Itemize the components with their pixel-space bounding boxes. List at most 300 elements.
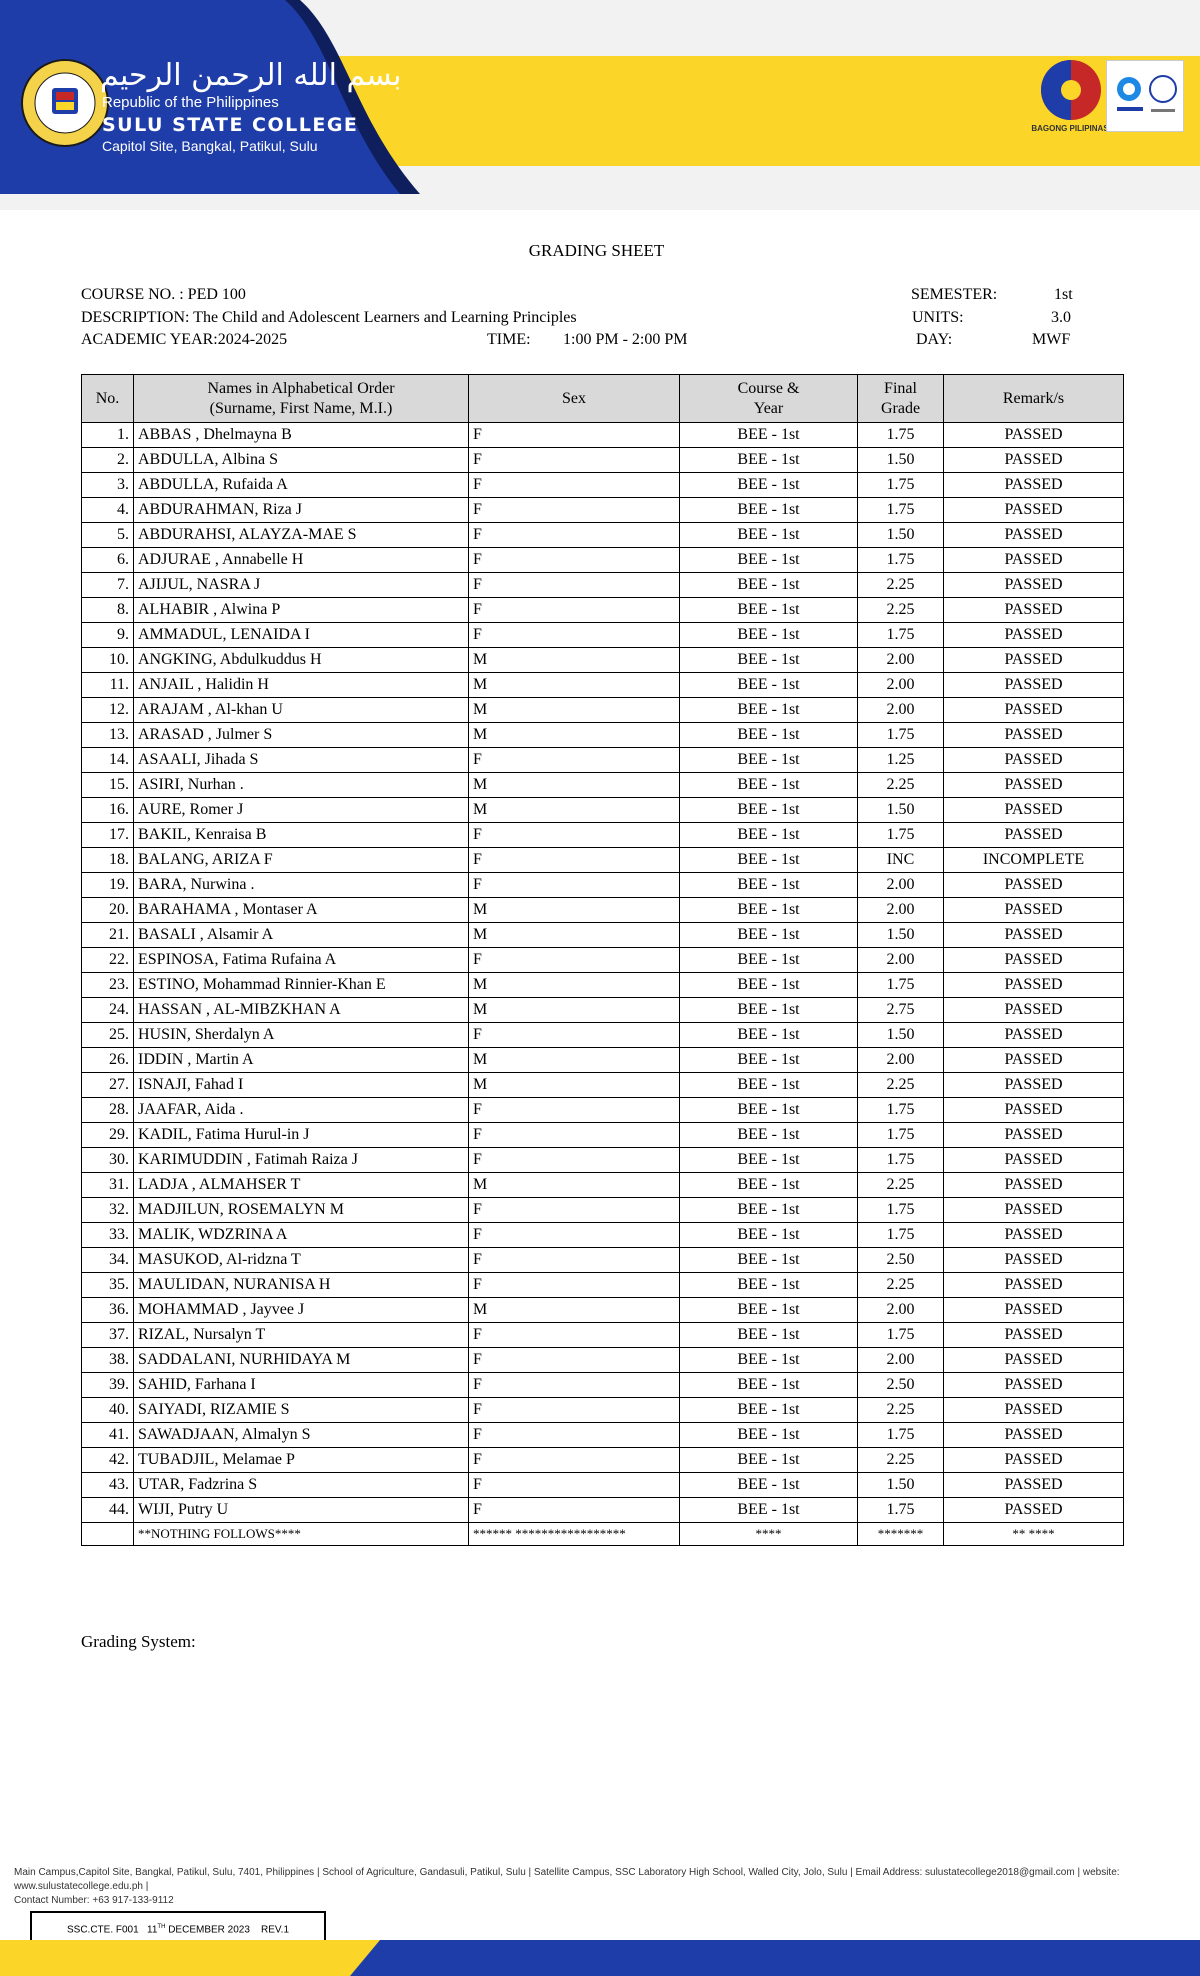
col-header-sex: Sex	[469, 375, 680, 423]
student-final-grade: 2.25	[858, 1073, 944, 1098]
letterhead-banner	[0, 0, 1200, 210]
student-remark: PASSED	[944, 948, 1124, 973]
day-label: DAY:	[916, 331, 953, 348]
student-final-grade: 1.75	[858, 723, 944, 748]
student-remark: PASSED	[944, 1023, 1124, 1048]
student-course: BEE - 1st	[680, 923, 858, 948]
row-number: 29.	[82, 1123, 134, 1148]
student-course: BEE - 1st	[680, 1048, 858, 1073]
row-number: 31.	[82, 1173, 134, 1198]
student-course: BEE - 1st	[680, 1423, 858, 1448]
student-final-grade: 1.50	[858, 1473, 944, 1498]
student-sex: M	[469, 898, 680, 923]
footer-address-line-1: Main Campus,Capitol Site, Bangkal, Patikul, Sulu, 7401, Philippines | School of Agriculture, Gandasuli, Patikul, Sulu | Satellite Campus, SSC Laboratory High School, Walled City, Jolo, Sulu | Email Address: sulustatecollege2018@gmail.com | website: www.sulustatecollege.edu.ph |	[14, 1867, 1120, 1892]
student-course: BEE - 1st	[680, 773, 858, 798]
col-header-remarks: Remark/s	[944, 375, 1124, 423]
student-course: BEE - 1st	[680, 1323, 858, 1348]
student-name: BASALI , Alsamir A	[134, 923, 469, 948]
row-number: 38.	[82, 1348, 134, 1373]
student-name: MAULIDAN, NURANISA H	[134, 1273, 469, 1298]
row-number: 6.	[82, 548, 134, 573]
row-number: 11.	[82, 673, 134, 698]
student-final-grade: 2.50	[858, 1373, 944, 1398]
student-final-grade: 2.00	[858, 673, 944, 698]
student-course: BEE - 1st	[680, 623, 858, 648]
student-name: ANJAIL , Halidin H	[134, 673, 469, 698]
row-number: 40.	[82, 1398, 134, 1423]
student-course: BEE - 1st	[680, 1023, 858, 1048]
student-sex: M	[469, 798, 680, 823]
college-name: SULU STATE COLLEGE	[102, 114, 359, 136]
nothing-follows-no	[82, 1523, 134, 1546]
student-remark: PASSED	[944, 1198, 1124, 1223]
grading-system-label: Grading System:	[81, 1632, 196, 1651]
col-header-course: Course & Year	[680, 375, 858, 423]
student-final-grade: 1.75	[858, 1098, 944, 1123]
student-sex: F	[469, 1423, 680, 1448]
table-row	[82, 1423, 1124, 1448]
student-name: ASIRI, Nurhan .	[134, 773, 469, 798]
row-number: 43.	[82, 1473, 134, 1498]
student-course: BEE - 1st	[680, 973, 858, 998]
student-course: BEE - 1st	[680, 573, 858, 598]
units-label: UNITS:	[912, 309, 964, 326]
footer-color-bar	[0, 1940, 1200, 1976]
student-course: BEE - 1st	[680, 523, 858, 548]
doc-rev: REV.1	[261, 1924, 290, 1936]
row-number: 34.	[82, 1248, 134, 1273]
student-final-grade: 2.50	[858, 1248, 944, 1273]
table-row	[82, 948, 1124, 973]
student-name: IDDIN , Martin A	[134, 1048, 469, 1073]
table-row	[82, 1198, 1124, 1223]
table-row	[82, 1023, 1124, 1048]
table-row	[82, 423, 1124, 448]
student-sex: F	[469, 548, 680, 573]
student-name: ABDURAHSI, ALAYZA-MAE S	[134, 523, 469, 548]
student-name: LADJA , ALMAHSER T	[134, 1173, 469, 1198]
student-course: BEE - 1st	[680, 1198, 858, 1223]
student-course: BEE - 1st	[680, 798, 858, 823]
student-sex: F	[469, 623, 680, 648]
student-sex: M	[469, 973, 680, 998]
student-final-grade: 2.25	[858, 1398, 944, 1423]
student-sex: F	[469, 748, 680, 773]
student-sex: M	[469, 648, 680, 673]
student-final-grade: 2.00	[858, 873, 944, 898]
student-remark: PASSED	[944, 1098, 1124, 1123]
table-row	[82, 848, 1124, 873]
student-name: HUSIN, Sherdalyn A	[134, 1023, 469, 1048]
student-sex: F	[469, 1323, 680, 1348]
student-sex: F	[469, 873, 680, 898]
student-course: BEE - 1st	[680, 998, 858, 1023]
student-final-grade: 2.25	[858, 598, 944, 623]
table-row	[82, 548, 1124, 573]
student-remark: PASSED	[944, 723, 1124, 748]
col-header-no: No.	[82, 375, 134, 423]
row-number: 5.	[82, 523, 134, 548]
row-number: 25.	[82, 1023, 134, 1048]
student-sex: M	[469, 1298, 680, 1323]
student-final-grade: 2.25	[858, 773, 944, 798]
student-remark: PASSED	[944, 573, 1124, 598]
table-row	[82, 723, 1124, 748]
student-final-grade: 2.00	[858, 1298, 944, 1323]
row-number: 16.	[82, 798, 134, 823]
table-row	[82, 648, 1124, 673]
table-row	[82, 973, 1124, 998]
units-value: 3.0	[1051, 309, 1071, 326]
day-value: MWF	[1032, 331, 1071, 348]
student-course: BEE - 1st	[680, 748, 858, 773]
student-remark: PASSED	[944, 1048, 1124, 1073]
student-course: BEE - 1st	[680, 673, 858, 698]
student-name: WIJI, Putry U	[134, 1498, 469, 1523]
student-name: AMMADUL, LENAIDA I	[134, 623, 469, 648]
student-course: BEE - 1st	[680, 1498, 858, 1523]
student-name: TUBADJIL, Melamae P	[134, 1448, 469, 1473]
student-final-grade: 2.00	[858, 898, 944, 923]
student-final-grade: INC	[858, 848, 944, 873]
student-remark: INCOMPLETE	[944, 848, 1124, 873]
row-number: 15.	[82, 773, 134, 798]
table-row	[82, 1298, 1124, 1323]
student-final-grade: 2.00	[858, 698, 944, 723]
nothing-follows-grade: *******	[858, 1523, 944, 1546]
student-remark: PASSED	[944, 498, 1124, 523]
student-remark: PASSED	[944, 1273, 1124, 1298]
student-name: SAIYADI, RIZAMIE S	[134, 1398, 469, 1423]
student-sex: F	[469, 423, 680, 448]
table-row	[82, 1473, 1124, 1498]
student-sex: F	[469, 498, 680, 523]
student-name: SADDALANI, NURHIDAYA M	[134, 1348, 469, 1373]
student-sex: F	[469, 1223, 680, 1248]
table-row	[82, 798, 1124, 823]
semester-label: SEMESTER:	[911, 286, 998, 303]
student-name: BARAHAMA , Montaser A	[134, 898, 469, 923]
time-label: TIME:	[487, 331, 531, 348]
student-name: ALHABIR , Alwina P	[134, 598, 469, 623]
student-course: BEE - 1st	[680, 898, 858, 923]
student-final-grade: 2.25	[858, 573, 944, 598]
table-row	[82, 673, 1124, 698]
student-course: BEE - 1st	[680, 1173, 858, 1198]
student-remark: PASSED	[944, 748, 1124, 773]
student-course: BEE - 1st	[680, 548, 858, 573]
nothing-follows-course: ****	[680, 1523, 858, 1546]
student-sex: F	[469, 573, 680, 598]
student-remark: PASSED	[944, 1298, 1124, 1323]
student-course: BEE - 1st	[680, 1298, 858, 1323]
grading-table-body	[82, 423, 1124, 1523]
student-final-grade: 2.25	[858, 1448, 944, 1473]
student-remark: PASSED	[944, 1248, 1124, 1273]
student-name: ABBAS , Dhelmayna B	[134, 423, 469, 448]
row-number: 2.	[82, 448, 134, 473]
student-final-grade: 2.75	[858, 998, 944, 1023]
student-name: MASUKOD, Al-ridzna T	[134, 1248, 469, 1273]
row-number: 18.	[82, 848, 134, 873]
student-remark: PASSED	[944, 648, 1124, 673]
student-remark: PASSED	[944, 623, 1124, 648]
table-row	[82, 1348, 1124, 1373]
student-course: BEE - 1st	[680, 473, 858, 498]
student-final-grade: 1.75	[858, 548, 944, 573]
student-final-grade: 1.25	[858, 748, 944, 773]
student-final-grade: 1.75	[858, 1223, 944, 1248]
student-remark: PASSED	[944, 548, 1124, 573]
table-row	[82, 523, 1124, 548]
table-row	[82, 623, 1124, 648]
table-row	[82, 698, 1124, 723]
table-row	[82, 998, 1124, 1023]
student-remark: PASSED	[944, 1223, 1124, 1248]
student-name: SAWADJAAN, Almalyn S	[134, 1423, 469, 1448]
student-sex: F	[469, 1198, 680, 1223]
row-number: 36.	[82, 1298, 134, 1323]
table-row	[82, 473, 1124, 498]
student-sex: F	[469, 448, 680, 473]
student-course: BEE - 1st	[680, 1273, 858, 1298]
arabic-basmala: بسم الله الرحمن الرحيم	[100, 58, 402, 93]
student-remark: PASSED	[944, 1173, 1124, 1198]
row-number: 24.	[82, 998, 134, 1023]
row-number: 20.	[82, 898, 134, 923]
student-sex: M	[469, 923, 680, 948]
student-name: RIZAL, Nursalyn T	[134, 1323, 469, 1348]
nothing-follows-remark: ** ****	[944, 1523, 1124, 1546]
student-sex: M	[469, 723, 680, 748]
student-sex: F	[469, 1098, 680, 1123]
student-sex: M	[469, 1048, 680, 1073]
student-remark: PASSED	[944, 873, 1124, 898]
student-final-grade: 1.75	[858, 823, 944, 848]
student-remark: PASSED	[944, 423, 1124, 448]
row-number: 28.	[82, 1098, 134, 1123]
nothing-follows-row	[82, 1523, 1124, 1546]
student-remark: PASSED	[944, 1323, 1124, 1348]
table-row	[82, 573, 1124, 598]
student-remark: PASSED	[944, 698, 1124, 723]
college-seal-logo	[20, 58, 110, 148]
student-remark: PASSED	[944, 973, 1124, 998]
table-header-row	[82, 375, 1124, 423]
student-final-grade: 1.50	[858, 1023, 944, 1048]
table-row	[82, 1373, 1124, 1398]
student-course: BEE - 1st	[680, 598, 858, 623]
student-remark: PASSED	[944, 1423, 1124, 1448]
student-sex: F	[469, 1473, 680, 1498]
student-sex: M	[469, 698, 680, 723]
footer-address	[14, 1866, 1184, 1908]
student-remark: PASSED	[944, 1398, 1124, 1423]
student-name: MALIK, WDZRINA A	[134, 1223, 469, 1248]
table-row	[82, 773, 1124, 798]
socotec-certification-logo	[1106, 60, 1184, 132]
student-course: BEE - 1st	[680, 498, 858, 523]
student-sex: F	[469, 1348, 680, 1373]
student-name: HASSAN , AL-MIBZKHAN A	[134, 998, 469, 1023]
row-number: 42.	[82, 1448, 134, 1473]
student-remark: PASSED	[944, 923, 1124, 948]
student-final-grade: 1.50	[858, 923, 944, 948]
table-row	[82, 1098, 1124, 1123]
student-remark: PASSED	[944, 1348, 1124, 1373]
student-final-grade: 2.25	[858, 1273, 944, 1298]
student-course: BEE - 1st	[680, 1248, 858, 1273]
academic-year: ACADEMIC YEAR:2024-2025	[81, 331, 288, 348]
col-header-name: Names in Alphabetical Order (Surname, First Name, M.I.)	[134, 375, 469, 423]
student-course: BEE - 1st	[680, 1348, 858, 1373]
student-course: BEE - 1st	[680, 723, 858, 748]
student-name: MADJILUN, ROSEMALYN M	[134, 1198, 469, 1223]
student-name: UTAR, Fadzrina S	[134, 1473, 469, 1498]
col-header-grade: Final Grade	[858, 375, 944, 423]
student-name: ARAJAM , Al-khan U	[134, 698, 469, 723]
student-name: KARIMUDDIN , Fatimah Raiza J	[134, 1148, 469, 1173]
student-sex: F	[469, 1398, 680, 1423]
student-name: ARASAD , Julmer S	[134, 723, 469, 748]
student-course: BEE - 1st	[680, 1448, 858, 1473]
student-sex: F	[469, 948, 680, 973]
student-name: BALANG, ARIZA F	[134, 848, 469, 873]
table-row	[82, 1498, 1124, 1523]
student-name: ANGKING, Abdulkuddus H	[134, 648, 469, 673]
student-remark: PASSED	[944, 1373, 1124, 1398]
student-final-grade: 2.00	[858, 1348, 944, 1373]
table-row	[82, 1273, 1124, 1298]
student-remark: PASSED	[944, 1498, 1124, 1523]
student-final-grade: 2.00	[858, 948, 944, 973]
table-row	[82, 1048, 1124, 1073]
student-course: BEE - 1st	[680, 698, 858, 723]
row-number: 37.	[82, 1323, 134, 1348]
row-number: 8.	[82, 598, 134, 623]
row-number: 23.	[82, 973, 134, 998]
footer-address-line-2: Contact Number: +63 917-133-9112	[14, 1895, 174, 1906]
time-value: 1:00 PM - 2:00 PM	[563, 331, 688, 348]
row-number: 1.	[82, 423, 134, 448]
student-sex: F	[469, 1498, 680, 1523]
student-course: BEE - 1st	[680, 823, 858, 848]
table-row	[82, 1223, 1124, 1248]
table-row	[82, 1123, 1124, 1148]
row-number: 19.	[82, 873, 134, 898]
row-number: 30.	[82, 1148, 134, 1173]
student-remark: PASSED	[944, 1148, 1124, 1173]
row-number: 21.	[82, 923, 134, 948]
student-course: BEE - 1st	[680, 848, 858, 873]
student-final-grade: 1.50	[858, 798, 944, 823]
student-name: ISNAJI, Fahad I	[134, 1073, 469, 1098]
student-remark: PASSED	[944, 1473, 1124, 1498]
student-name: ABDULLA, Rufaida A	[134, 473, 469, 498]
doc-day-suffix: TH	[157, 1924, 166, 1930]
student-name: BARA, Nurwina .	[134, 873, 469, 898]
student-course: BEE - 1st	[680, 1123, 858, 1148]
document-title: GRADING SHEET	[528, 241, 665, 260]
table-row	[82, 498, 1124, 523]
student-final-grade: 2.25	[858, 1173, 944, 1198]
student-sex: F	[469, 523, 680, 548]
row-number: 44.	[82, 1498, 134, 1523]
student-course: BEE - 1st	[680, 1098, 858, 1123]
student-name: AURE, Romer J	[134, 798, 469, 823]
student-final-grade: 1.75	[858, 973, 944, 998]
student-course: BEE - 1st	[680, 1148, 858, 1173]
student-name: ABDULLA, Albina S	[134, 448, 469, 473]
college-address: Capitol Site, Bangkal, Patikul, Sulu	[102, 138, 318, 154]
row-number: 7.	[82, 573, 134, 598]
student-final-grade: 2.00	[858, 648, 944, 673]
student-course: BEE - 1st	[680, 1473, 858, 1498]
student-sex: F	[469, 1023, 680, 1048]
student-remark: PASSED	[944, 773, 1124, 798]
student-final-grade: 1.75	[858, 1198, 944, 1223]
student-sex: F	[469, 1123, 680, 1148]
bagong-pilipinas-label: BAGONG PILIPINAS	[1031, 124, 1109, 133]
student-sex: F	[469, 598, 680, 623]
student-name: ASAALI, Jihada S	[134, 748, 469, 773]
student-remark: PASSED	[944, 1073, 1124, 1098]
student-course: BEE - 1st	[680, 648, 858, 673]
student-remark: PASSED	[944, 473, 1124, 498]
table-row	[82, 823, 1124, 848]
table-row	[82, 1173, 1124, 1198]
student-course: BEE - 1st	[680, 1373, 858, 1398]
row-number: 27.	[82, 1073, 134, 1098]
student-name: ABDURAHMAN, Riza J	[134, 498, 469, 523]
student-name: ADJURAE , Annabelle H	[134, 548, 469, 573]
student-name: KADIL, Fatima Hurul-in J	[134, 1123, 469, 1148]
row-number: 26.	[82, 1048, 134, 1073]
student-sex: M	[469, 998, 680, 1023]
student-remark: PASSED	[944, 1123, 1124, 1148]
doc-day: 11	[147, 1924, 158, 1936]
student-sex: M	[469, 773, 680, 798]
student-course: BEE - 1st	[680, 948, 858, 973]
student-sex: F	[469, 1273, 680, 1298]
student-remark: PASSED	[944, 448, 1124, 473]
student-final-grade: 1.75	[858, 1323, 944, 1348]
student-final-grade: 1.75	[858, 1148, 944, 1173]
row-number: 12.	[82, 698, 134, 723]
student-name: MOHAMMAD , Jayvee J	[134, 1298, 469, 1323]
student-final-grade: 1.75	[858, 623, 944, 648]
student-final-grade: 1.50	[858, 523, 944, 548]
student-final-grade: 1.75	[858, 1423, 944, 1448]
student-name: SAHID, Farhana I	[134, 1373, 469, 1398]
student-final-grade: 1.75	[858, 1123, 944, 1148]
row-number: 33.	[82, 1223, 134, 1248]
row-number: 39.	[82, 1373, 134, 1398]
table-row	[82, 923, 1124, 948]
nothing-follows-name: **NOTHING FOLLOWS****	[134, 1523, 469, 1546]
table-row	[82, 448, 1124, 473]
student-course: BEE - 1st	[680, 1398, 858, 1423]
student-course: BEE - 1st	[680, 1073, 858, 1098]
table-row	[82, 598, 1124, 623]
student-name: JAAFAR, Aida .	[134, 1098, 469, 1123]
row-number: 4.	[82, 498, 134, 523]
table-row	[82, 1073, 1124, 1098]
table-row	[82, 1148, 1124, 1173]
student-name: ESPINOSA, Fatima Rufaina A	[134, 948, 469, 973]
student-final-grade: 2.00	[858, 1048, 944, 1073]
student-sex: F	[469, 1373, 680, 1398]
